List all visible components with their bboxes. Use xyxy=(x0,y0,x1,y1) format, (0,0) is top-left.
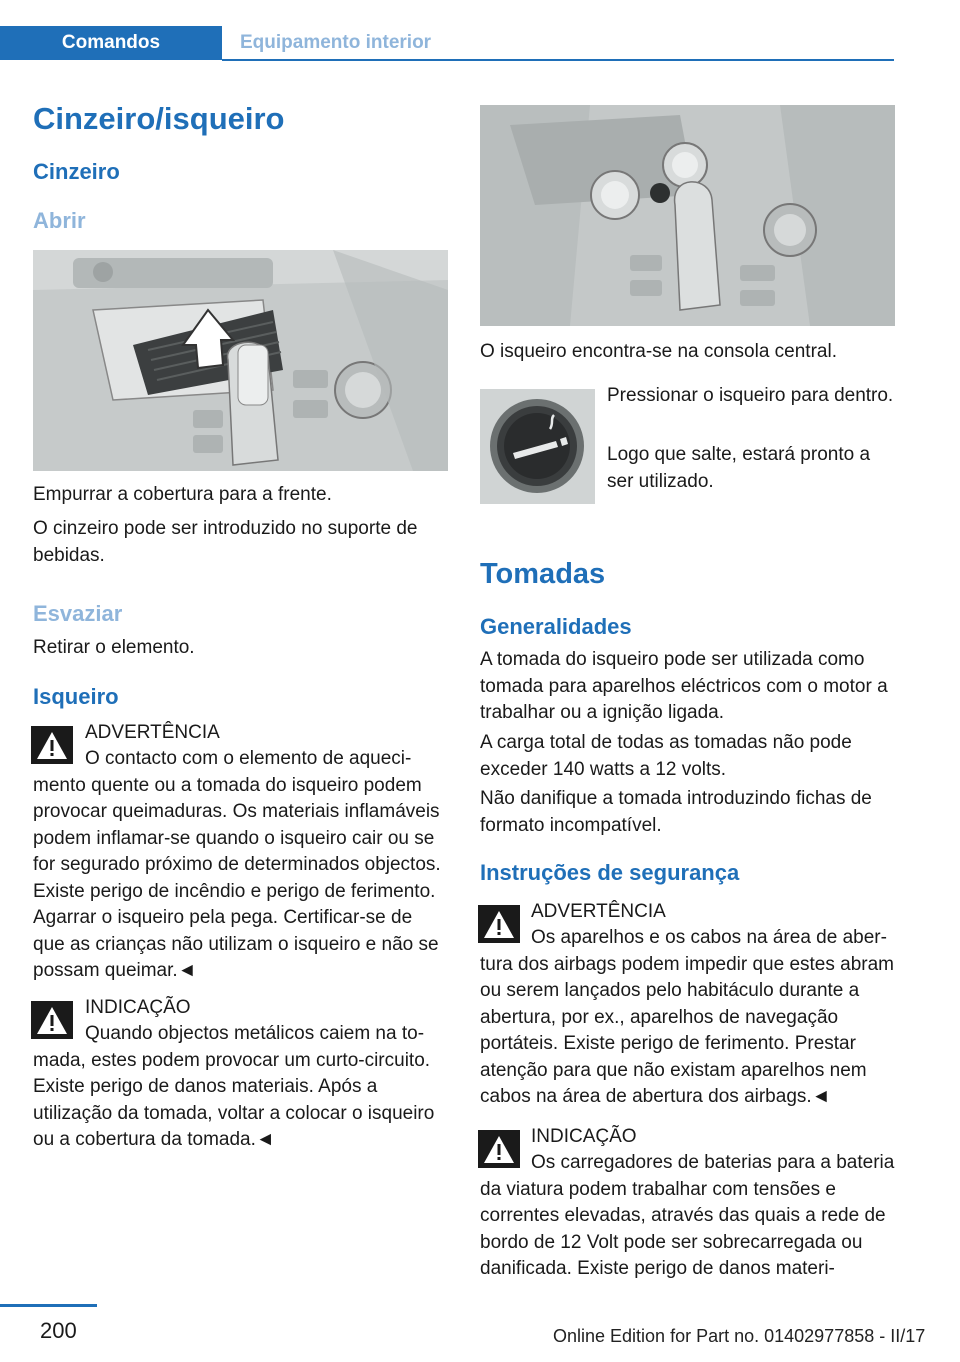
header-rule xyxy=(222,59,894,61)
section-isqueiro: Isqueiro xyxy=(33,684,119,709)
notice-text-1: Quando objectos metálicos caiem na tomada, estes podem provocar um curto-circuito. Existe perigo de danos materiais. Após a utilização da tomada, voltar a colocar o isqueiro ou a cobertura da tomada.◄ xyxy=(33,1023,435,1150)
notice-label-1: INDICAÇÃO xyxy=(85,997,191,1018)
subsection-abrir: Abrir xyxy=(33,208,86,233)
lighter-image xyxy=(480,389,595,504)
console-illustration xyxy=(480,105,895,326)
page-number: 200 xyxy=(40,1318,77,1343)
paragraph-consola: O isqueiro encontra-se na consola central. xyxy=(480,341,837,362)
warning-label-1: ADVERTÊNCIA xyxy=(85,722,220,743)
paragraph-carga-total: A carga total de todas as tomadas não pode exceder 140 watts a 12 volts. xyxy=(480,732,852,780)
paragraph-nao-danifique: Não danifique a tomada introduzindo fichas de formato incompatível. xyxy=(480,788,872,836)
warning-text-1: O contacto com o elemento de aquecimento quente ou a tomada do isqueiro podem provocar queimaduras. Os materiais inflamáveis podem inflamar-se quando o isqueiro cair ou se for segurado próximo de determinados objectos. Existe perigo de incêndio e perigo de ferimento. Agarrar o isqueiro pela pega. Certificar-se de que as crianças não utilizam o isqueiro e não se possam queimar.◄ xyxy=(33,748,441,981)
paragraph-retirar: Retirar o elemento. xyxy=(33,637,195,658)
paragraph-pressionar: Pressionar o isqueiro para dentro. xyxy=(607,385,894,406)
footer-rule xyxy=(0,1304,97,1307)
tab-equipamento-interior[interactable]: Equipamento interior xyxy=(240,32,432,53)
notice-label-2: INDICAÇÃO xyxy=(531,1126,637,1147)
tab-comandos[interactable]: Comandos xyxy=(0,26,222,60)
paragraph-logo-que-salte: Logo que salte, estará pronto a ser utilizado. xyxy=(607,444,871,492)
ashtray-illustration xyxy=(33,250,448,471)
section-instrucoes-seguranca: Instruções de segurança xyxy=(480,860,740,885)
paragraph-empurrar: Empurrar a cobertura para a frente. xyxy=(33,484,332,505)
notice-text-2: Os carregadores de baterias para a bateria da viatura podem trabalhar com tensões e correntes elevadas, através das quais a rede de bordo de 12 Volt pode ser sobrecarregada ou danificada. Existe perigo de danos materi- xyxy=(480,1152,895,1279)
section-generalidades: Generalidades xyxy=(480,614,632,639)
section-cinzeiro: Cinzeiro xyxy=(33,159,120,184)
page-title: Cinzeiro/isqueiro xyxy=(33,101,285,136)
warning-label-2: ADVERTÊNCIA xyxy=(531,901,666,922)
subsection-esvaziar: Esvaziar xyxy=(33,601,123,626)
warning-text-2: Os aparelhos e os cabos na área de abertura dos airbags podem impedir que estes abram ou serem lançados pelo habitáculo durante a abertura, por ex., aparelhos de navegação portáteis. Existe perigo de ferimento. Prestar atenção para que não existam aparelhos nem cabos na área de abertura dos airbags.◄ xyxy=(480,927,895,1107)
edition-info: Online Edition for Part no. 01402977858 - II/17 xyxy=(553,1326,926,1346)
paragraph-tomada-isqueiro: A tomada do isqueiro pode ser utilizada como tomada para aparelhos eléctricos com o motor a trabalhar ou a ignição ligada. xyxy=(480,649,888,723)
section-title-tomadas: Tomadas xyxy=(480,558,606,590)
paragraph-introduzido: O cinzeiro pode ser introduzido no suporte de bebidas. xyxy=(33,518,418,566)
